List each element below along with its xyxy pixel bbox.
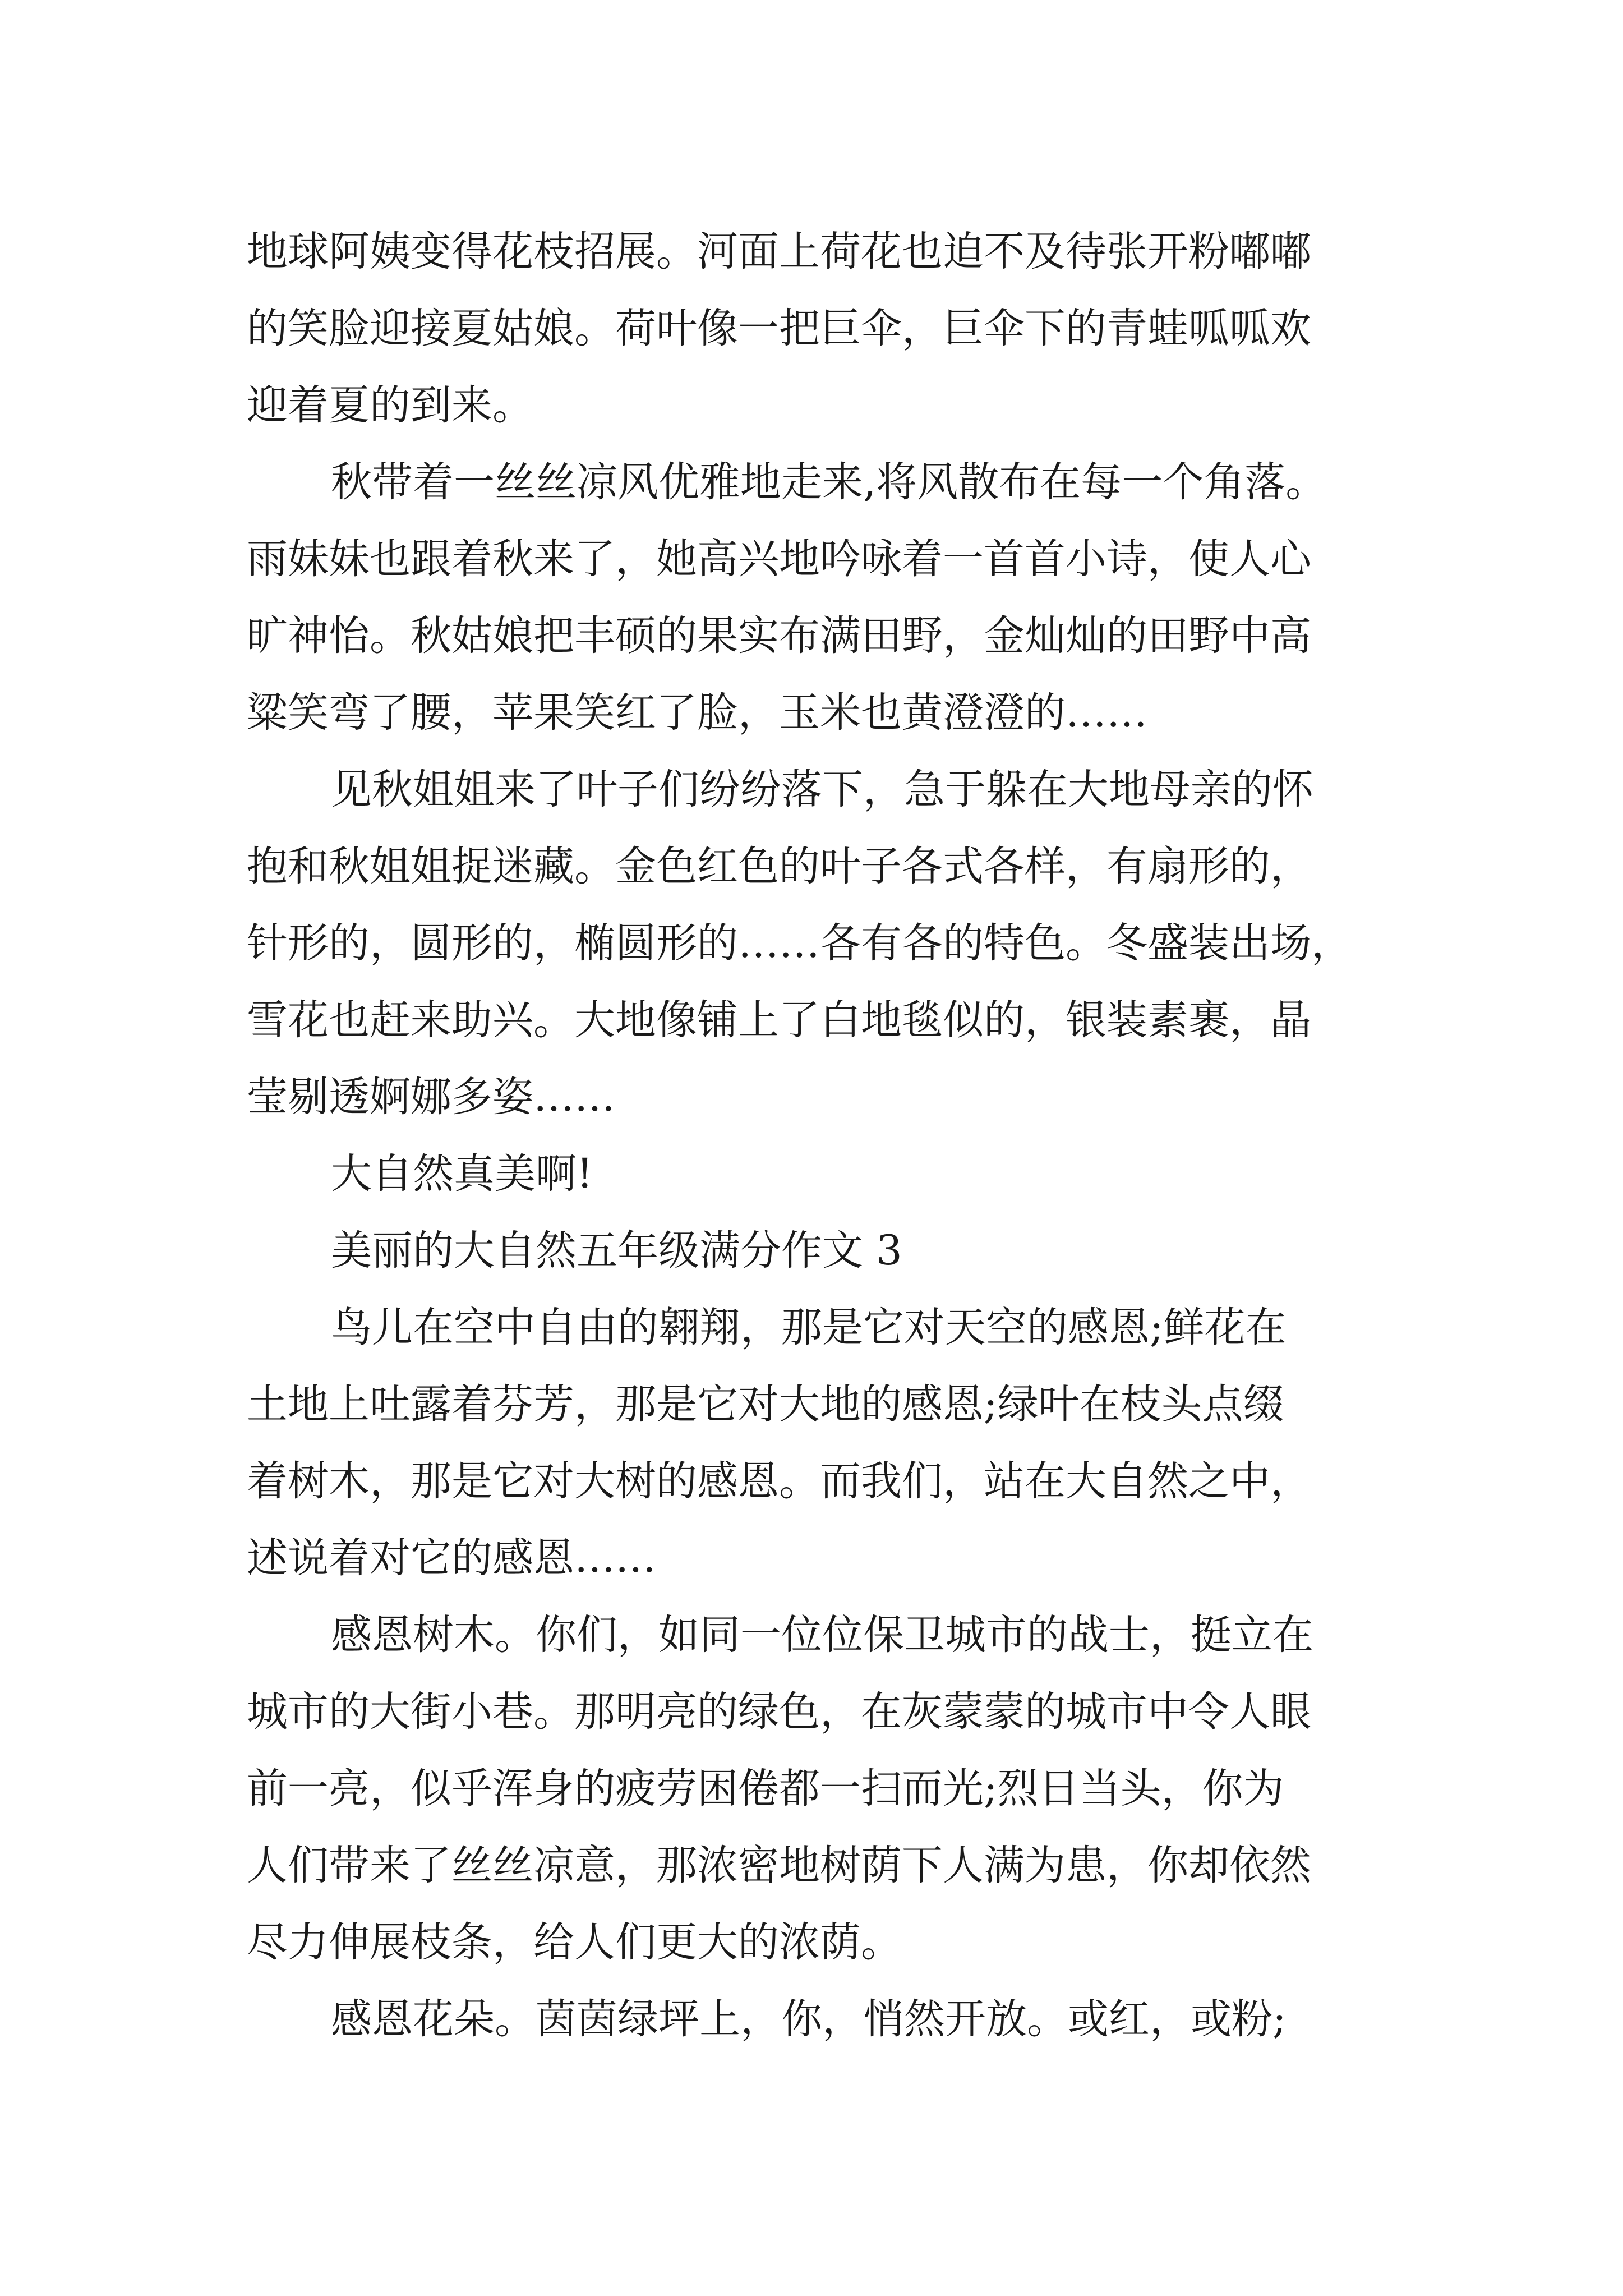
text-line: 土地上吐露着芬芳，那是它对大地的感恩;绿叶在枝头点缀 bbox=[247, 1381, 1284, 1428]
text-line: 针形的，圆形的，椭圆形的……各有各的特色。冬盛装出场， bbox=[247, 919, 1352, 967]
text-line: 述说着对它的感恩…… bbox=[247, 1534, 656, 1582]
text-line: 见秋姐姐来了叶子们纷纷落下，急于躲在大地母亲的怀 bbox=[331, 766, 1313, 813]
text-line: 尽力伸展枝条，给人们更大的浓荫。 bbox=[247, 1918, 902, 1966]
text-line: 的笑脸迎接夏姑娘。荷叶像一把巨伞，巨伞下的青蛙呱呱欢 bbox=[247, 305, 1311, 352]
text-line: 前一亮，似乎浑身的疲劳困倦都一扫而光;烈日当头，你为 bbox=[247, 1765, 1284, 1812]
text-line: 大自然真美啊! bbox=[331, 1150, 593, 1198]
text-line: 粱笑弯了腰，苹果笑红了脸，玉米也黄澄澄的…… bbox=[247, 689, 1147, 737]
text-line: 雨妹妹也跟着秋来了，她高兴地吟咏着一首首小诗，使人心 bbox=[247, 535, 1311, 583]
section-heading: 美丽的大自然五年级满分作文 3 bbox=[331, 1227, 902, 1274]
text-line: 莹剔透婀娜多姿…… bbox=[247, 1073, 615, 1121]
text-line: 鸟儿在空中自由的翱翔，那是它对天空的感恩;鲜花在 bbox=[331, 1304, 1287, 1351]
text-line: 着树木，那是它对大树的感恩。而我们，站在大自然之中， bbox=[247, 1457, 1311, 1505]
document-body bbox=[247, 213, 1396, 2058]
text-line: 感恩花朵。茵茵绿坪上，你，悄然开放。或红，或粉; bbox=[331, 1995, 1287, 2043]
text-line: 抱和秋姐姐捉迷藏。金色红色的叶子各式各样，有扇形的， bbox=[247, 843, 1311, 890]
text-line: 迎着夏的到来。 bbox=[247, 381, 533, 429]
text-line: 雪花也赶来助兴。大地像铺上了白地毯似的，银装素裹，晶 bbox=[247, 996, 1311, 1044]
text-line: 感恩树木。你们，如同一位位保卫城市的战士，挺立在 bbox=[331, 1611, 1313, 1659]
text-line: 旷神怡。秋姑娘把丰硕的果实布满田野，金灿灿的田野中高 bbox=[247, 612, 1311, 660]
text-line: 城市的大街小巷。那明亮的绿色，在灰蒙蒙的城市中令人眼 bbox=[247, 1688, 1311, 1736]
text-line: 人们带来了丝丝凉意，那浓密地树荫下人满为患，你却依然 bbox=[247, 1842, 1311, 1889]
text-line: 地球阿姨变得花枝招展。河面上荷花也迫不及待张开粉嘟嘟 bbox=[247, 228, 1311, 275]
text-line: 秋带着一丝丝凉风优雅地走来,将风散布在每一个角落。 bbox=[331, 458, 1327, 506]
